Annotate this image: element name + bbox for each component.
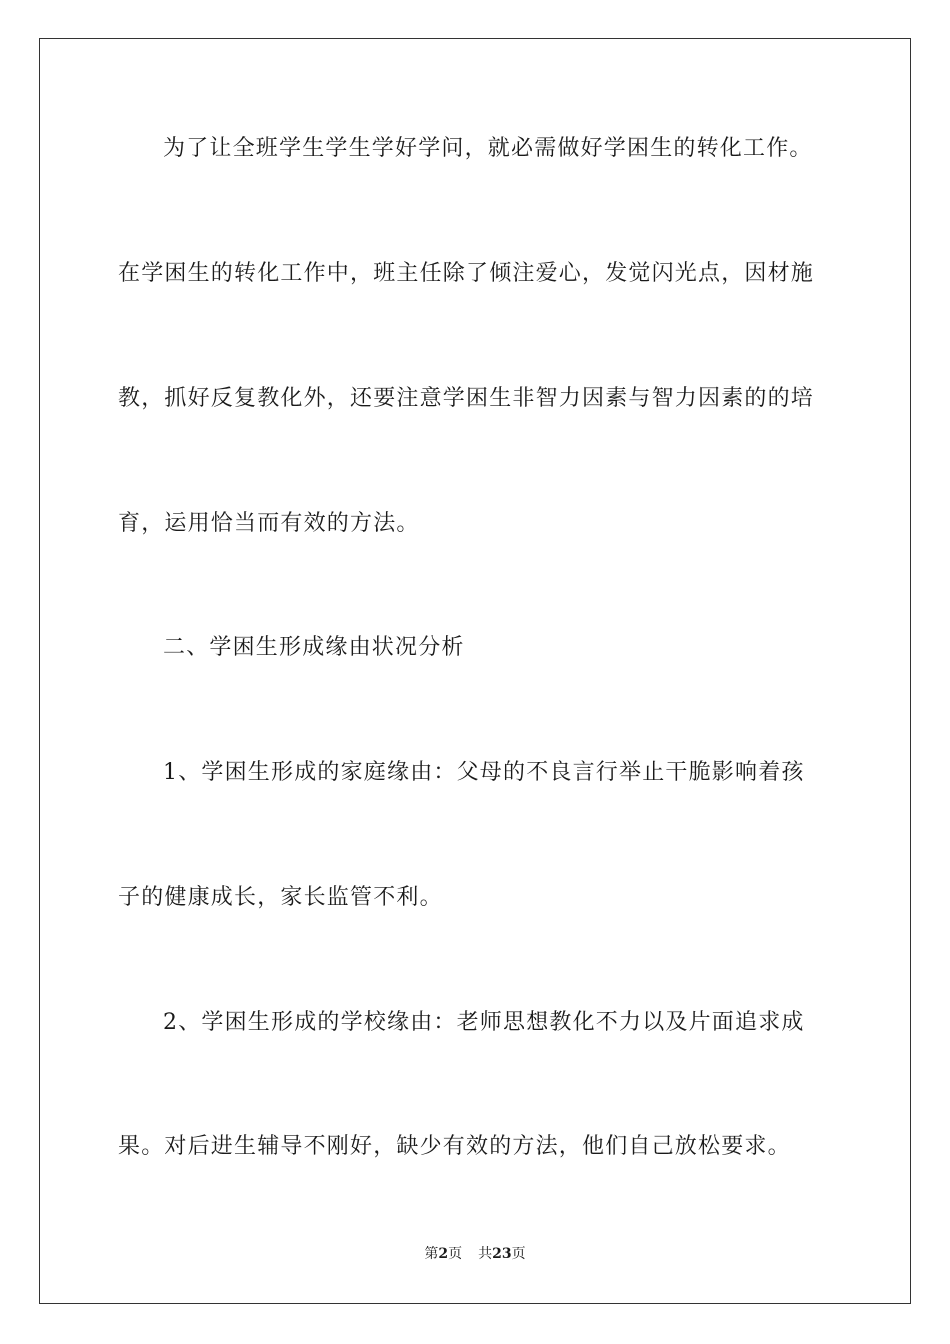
body-line-8: 2、学困生形成的学校缘由：老师思想教化不力以及片面追求成 [163, 1010, 805, 1035]
body-line-2: 在学困生的转化工作中，班主任除了倾注爱心，发觉闪光点，因材施 [118, 261, 815, 286]
page-prefix: 第 [424, 1246, 439, 1262]
total-prefix: 共 [478, 1246, 493, 1262]
body-line-9: 果。对后进生辅导不刚好，缺少有效的方法，他们自己放松要求。 [118, 1134, 791, 1159]
total-suffix: 页 [511, 1246, 526, 1262]
section-heading: 二、学困生形成缘由状况分析 [163, 635, 465, 660]
page-total: 23 [492, 1246, 512, 1262]
body-line-4: 育，运用恰当而有效的方法。 [118, 511, 420, 536]
body-line-3: 教，抓好反复教化外，还要注意学困生非智力因素与智力因素的的培 [118, 386, 815, 411]
page-border [39, 38, 911, 1304]
body-line-1: 为了让全班学生学生学好学问，就必需做好学困生的转化工作。 [163, 136, 813, 161]
page-footer [0, 1244, 950, 1264]
page-suffix: 页 [448, 1246, 463, 1262]
body-line-6: 1、学困生形成的家庭缘由：父母的不良言行举止干脆影响着孩 [163, 760, 805, 785]
page-current: 2 [438, 1246, 449, 1262]
body-line-7: 子的健康成长，家长监管不利。 [118, 885, 443, 910]
